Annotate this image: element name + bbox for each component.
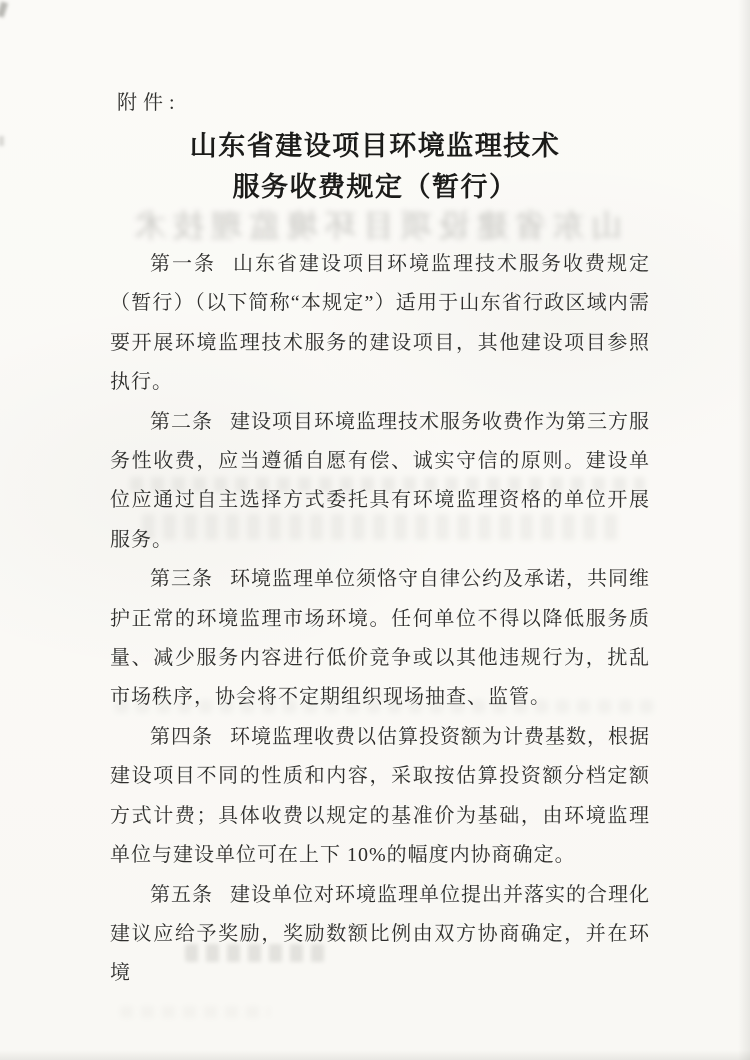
clause-number: 第一条 — [150, 253, 216, 275]
clause-text: 环境监理收费以估算投资额为计费基数，根据建设项目不同的性质和内容，采取按估算投资额分档定额方式计费；具体收费以规定的基准价为基础，由环境监理单位与建设单位可在上下 10%的幅度内协商确定。 — [110, 725, 650, 867]
scan-speck-artifact — [0, 1, 8, 17]
clause-number: 第五条 — [150, 883, 213, 906]
clause-text: 建设单位对环境监理单位提出并落实的合理化建议应给予奖励，奖励数额比例由双方协商确定，并在环境 — [110, 883, 650, 985]
clause-paragraph — [110, 245, 650, 403]
document-title — [0, 126, 750, 208]
attachment-label: 附件: — [117, 92, 181, 114]
clause-number: 第四条 — [150, 725, 213, 748]
document-body — [110, 245, 650, 994]
clause-number: 第二条 — [150, 410, 213, 433]
bleed-through-artifact: 山东省建设项目环境监理技术 — [128, 209, 622, 244]
clause-paragraph — [110, 560, 650, 718]
scan-edge-shading — [0, 1050, 750, 1060]
clause-paragraph — [110, 403, 650, 561]
document-title-line1: 山东省建设项目环境监理技术 — [189, 131, 561, 161]
document-title-line2: 服务收费规定（暂行） — [232, 172, 518, 202]
clause-text: 环境监理单位须恪守自律公约及承诺，共同维护正常的环境监理市场环境。任何单位不得以降低服务质量、减少服务内容进行低价竞争或以其他违规行为，扰乱市场秩序，协会将不定期组织现场抽查、监管。 — [110, 568, 650, 709]
clause-text: 山东省建设项目环境监理技术服务收费规定（暂行）（以下简称“本规定”）适用于山东省行政区域内需要开展环境监理技术服务的建设项目，其他建设项目参照执行。 — [110, 253, 650, 394]
clause-text: 建设项目环境监理技术服务收费作为第三方服务性收费，应当遵循自愿有偿、诚实守信的原则。建设单位应通过自主选择方式委托具有环境监理资格的单位开展服务。 — [110, 410, 650, 551]
clause-paragraph — [110, 718, 650, 876]
bleed-through-artifact — [120, 1006, 270, 1018]
clause-number: 第三条 — [150, 568, 213, 591]
clause-paragraph — [110, 876, 650, 994]
